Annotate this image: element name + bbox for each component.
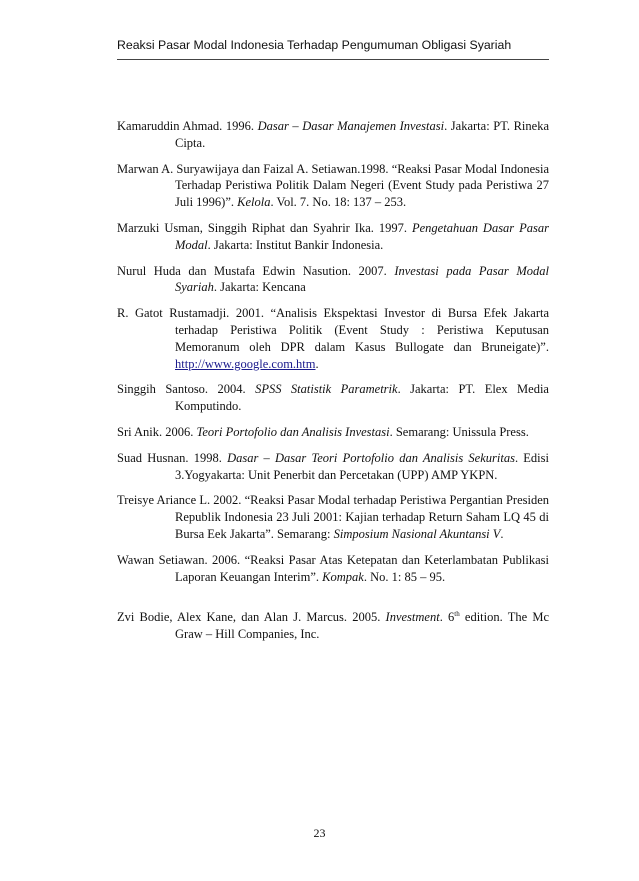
reference-text: . — [315, 356, 319, 371]
reference-title: SPSS Statistik Parametrik — [255, 382, 398, 397]
reference-entry — [117, 609, 549, 643]
reference-title: Pengetahuan Dasar Pasar Modal — [175, 220, 550, 252]
reference-entry — [117, 381, 549, 415]
reference-entry — [117, 161, 549, 211]
reference-text: Kamaruddin Ahmad. 1996. — [117, 119, 258, 133]
reference-title: Kelola — [237, 195, 271, 210]
reference-text: Treisye Ariance L. 2002. “Reaksi Pasar Modal terhadap Peristiwa Pergantian Presiden Republik Indonesia 23 Juli 2001: Kajian terhadap Return Saham LQ 45 di Bursa Eek Jakarta”. Semarang: — [117, 493, 549, 541]
reference-title: Investment — [385, 610, 440, 625]
reference-text: Zvi Bodie, Alex Kane, dan Alan J. Marcus. 2005. — [117, 610, 386, 625]
reference-text: . Edisi 3.Yogyakarta: Unit Penerbit dan Percetakan (UPP) AMP YKPN. — [175, 450, 549, 482]
reference-title: Dasar – Dasar Manajemen Investasi — [257, 119, 445, 133]
reference-link[interactable]: http://www.google.com.htm — [175, 356, 316, 371]
reference-entry — [117, 220, 549, 254]
reference-entry — [117, 263, 549, 297]
page-number: 23 — [313, 826, 326, 840]
header-rule — [117, 59, 549, 60]
reference-list — [117, 118, 549, 652]
reference-text: Marzuki Usman, Singgih Riphat dan Syahrir Ika. 1997. — [117, 220, 412, 235]
reference-title: Kompak — [322, 569, 364, 584]
reference-text: Suad Husnan. 1998. — [117, 450, 228, 465]
reference-title: Simposium Nasional Akuntansi V — [333, 526, 501, 541]
reference-text: edition. The Mc Graw – Hill Companies, Inc. — [175, 610, 549, 642]
reference-text: R. Gatot Rustamadji. 2001. “Analisis Ekspektasi Investor di Bursa Efek Jakarta terhadap Peristiwa Politik (Event Study : Peristiwa Keputusan Memoranum oleh DPR dalam Kasus Bullogate dan Bruneigate)”. — [117, 306, 549, 354]
reference-title: Dasar – Dasar Teori Portofolio dan Analisis Sekuritas — [227, 450, 515, 465]
reference-text: . No. 1: 85 – 95. — [363, 569, 446, 584]
reference-entry — [117, 492, 549, 542]
reference-text: Sri Anik. 2006. — [117, 424, 197, 439]
reference-text: . 6 — [439, 610, 455, 625]
reference-entry — [117, 450, 549, 484]
running-header: Reaksi Pasar Modal Indonesia Terhadap Pengumuman Obligasi Syariah — [117, 38, 512, 52]
reference-text: . Jakarta: Institut Bankir Indonesia. — [207, 237, 384, 252]
reference-text: . Vol. 7. No. 18: 137 – 253. — [270, 195, 407, 210]
reference-text: . — [500, 526, 504, 541]
reference-entry — [117, 424, 549, 441]
reference-text: . Semarang: Unissula Press. — [389, 424, 529, 439]
reference-text: Nurul Huda dan Mustafa Edwin Nasution. 2007. — [117, 263, 395, 278]
reference-entry — [117, 118, 549, 152]
reference-text: . Jakarta: Kencana — [213, 280, 306, 295]
reference-text: . Jakarta: PT. Rineka Cipta. — [175, 119, 550, 150]
reference-text: . Jakarta: PT. Elex Media Komputindo. — [175, 382, 549, 414]
reference-entry — [117, 305, 549, 372]
reference-text: Marwan A. Suryawijaya dan Faizal A. Setiawan.1998. “Reaksi Pasar Modal Indonesia Terhadap Peristiwa Politik Dalam Negeri (Event Study pada Peristiwa 27 Juli 1996)”. — [117, 161, 549, 210]
reference-entry — [117, 552, 549, 586]
superscript: th — [454, 610, 460, 619]
reference-text: Wawan Setiawan. 2006. “Reaksi Pasar Atas Ketepatan dan Keterlambatan Publikasi Laporan Keuangan Interim”. — [117, 552, 549, 584]
reference-title: Teori Portofolio dan Analisis Investasi — [196, 424, 390, 439]
reference-text: Singgih Santoso. 2004. — [117, 382, 256, 397]
reference-title: Investasi pada Pasar Modal Syariah — [175, 263, 549, 295]
